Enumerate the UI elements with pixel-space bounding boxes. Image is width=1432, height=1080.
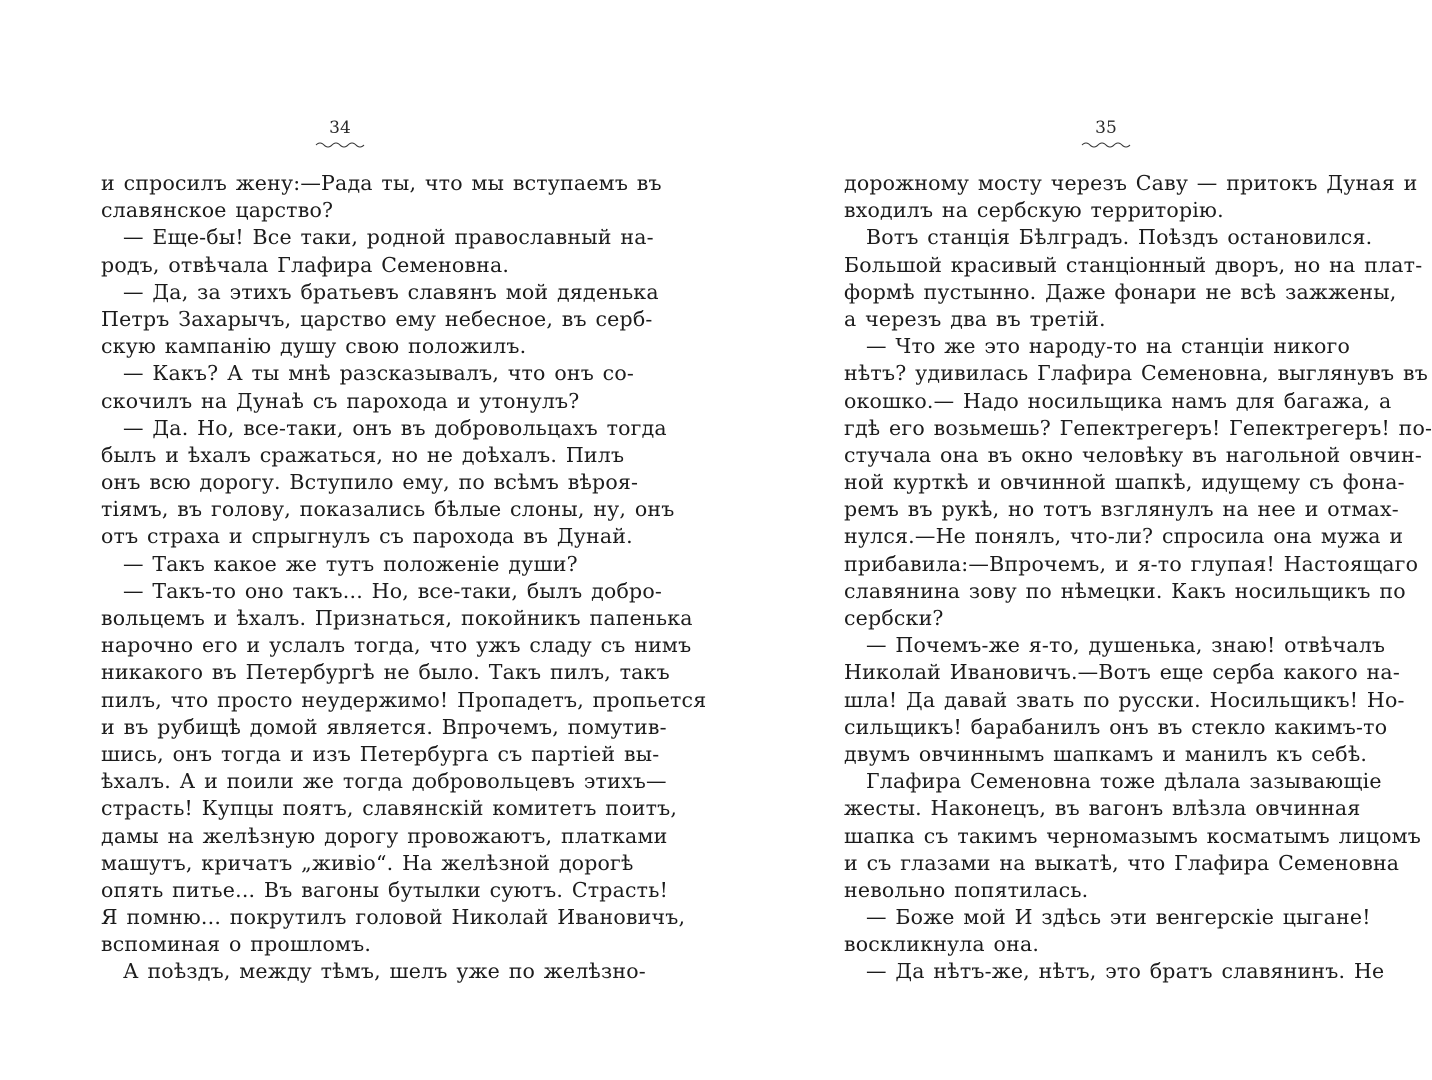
text-line: невольно попятилась. (844, 877, 1089, 902)
text-line: — Еще-бы! Все таки, родной православный на- (123, 225, 654, 250)
text-line: воскликнула она. (844, 932, 1040, 957)
right-page (714, 0, 1432, 1080)
text-line: страсть! Купцы поятъ, славянскій комитетъ поитъ, (101, 796, 678, 821)
text-line: Большой красивый станціонный дворъ, но на плат- (844, 252, 1423, 277)
text-line: ной курткѣ и овчинной шапкѣ, идущему съ фона- (844, 470, 1405, 495)
text-line: опять питье... Въ вагоны бутылки суютъ. Страсть! (101, 877, 669, 902)
text-line: шись, онъ тогда и изъ Петербурга съ партіей вы- (101, 741, 660, 766)
text-line: — Почемъ-же я-то, душенька, знаю! отвѣчалъ (866, 633, 1386, 658)
text-line: — Боже мой И здѣсь эти венгерскіе цыгане! (866, 905, 1371, 930)
page-number-right (1066, 118, 1146, 148)
text-line: нѣтъ? удивилась Глафира Семеновна, выглянувъ въ (844, 361, 1428, 386)
text-line: сильщикъ! барабанилъ онъ въ стекло какимъ-то (844, 714, 1388, 739)
text-line: окошко.— Надо носильщика намъ для багажа, а (844, 388, 1392, 413)
text-line: Вотъ станція Бѣлградъ. Поѣздъ остановился. (866, 225, 1373, 250)
text-line: стучала она въ окно человѣку въ нагольной овчин- (844, 442, 1423, 467)
text-line: — Такъ-то оно такъ... Но, все-таки, былъ добро- (123, 578, 662, 603)
text-line: ѣхалъ. А и поили же тогда добровольцевъ этихъ— (101, 769, 667, 794)
text-line: нулся.—Не понялъ, что-ли? спросила она мужа и (844, 524, 1404, 549)
text-line: былъ и ѣхалъ сражаться, но не доѣхалъ. Пилъ (101, 442, 625, 467)
page-number-left-text: 34 (329, 118, 351, 138)
text-line: машутъ, кричатъ „живіо“. На желѣзной дорогѣ (101, 850, 634, 875)
text-line: А поѣздъ, между тѣмъ, шелъ уже по желѣзно- (123, 959, 646, 984)
text-line: — Да, за этихъ братьевъ славянъ мой дяденька (123, 279, 659, 304)
left-page-body (101, 170, 707, 986)
text-line: никакого въ Петербургѣ не было. Такъ пилъ, такъ (101, 660, 670, 685)
text-line: тіямъ, въ голову, показались бѣлые слоны, ну, онъ (101, 497, 675, 522)
text-line: двумъ овчиннымъ шапкамъ и манилъ къ себѣ. (844, 741, 1368, 766)
text-line: Я помню... покрутилъ головой Николай Ивановичъ, (101, 905, 686, 930)
text-line: — Такъ какое же тутъ положеніе души? (123, 551, 578, 576)
text-line: ремъ въ рукѣ, но тотъ взглянулъ на нее и отмах- (844, 497, 1399, 522)
left-page (0, 0, 714, 1080)
text-line: — Да. Но, все-таки, онъ въ добровольцахъ тогда (123, 415, 667, 440)
text-line: и съ глазами на выкатѣ, что Глафира Семеновна (844, 850, 1400, 875)
text-line: славянское царство? (101, 198, 334, 223)
text-line: нарочно его и услалъ тогда, что ужъ сладу съ нимъ (101, 633, 692, 658)
text-line: формѣ пустынно. Даже фонари не всѣ зажжены, (844, 279, 1397, 304)
text-line: скую кампанію душу свою положилъ. (101, 334, 527, 359)
page-number-right-text: 35 (1095, 118, 1117, 138)
text-line: отъ страха и спрыгнулъ съ парохода въ Дунай. (101, 524, 633, 549)
text-line: шапка съ такимъ черномазымъ косматымъ лицомъ (844, 823, 1422, 848)
text-line: Глафира Семеновна тоже дѣлала зазывающіе (866, 769, 1382, 794)
flourish-ornament-icon (314, 140, 366, 148)
text-line: жесты. Наконецъ, въ вагонъ влѣзла овчинная (844, 796, 1361, 821)
text-line: гдѣ его возьмешь? Гепектрегеръ! Гепектрегеръ! по- (844, 415, 1432, 440)
right-page-body (844, 170, 1432, 986)
text-line: входилъ на сербскую территорію. (844, 198, 1224, 223)
flourish-ornament-icon (1080, 140, 1132, 148)
text-line: онъ всю дорогу. Вступило ему, по всѣмъ вѣроя- (101, 470, 639, 495)
text-line: — Какъ? А ты мнѣ разсказывалъ, что онъ со- (123, 361, 635, 386)
text-line: и спросилъ жену:—Рада ты, что мы вступаемъ въ (101, 171, 662, 195)
text-line: — Что же это народу-то на станціи никого (866, 334, 1351, 359)
text-line: вольцемъ и ѣхалъ. Признаться, покойникъ папенька (101, 606, 693, 630)
text-line: сербски? (844, 606, 944, 630)
text-line: дамы на желѣзную дорогу провожаютъ, платками (101, 823, 668, 848)
text-line: — Да нѣтъ-же, нѣтъ, это братъ славянинъ. Не (866, 959, 1385, 984)
text-line: скочилъ на Дунаѣ съ парохода и утонулъ? (101, 388, 580, 413)
text-line: пилъ, что просто неудержимо! Пропадетъ, пропьется (101, 687, 707, 712)
page-number-left (300, 118, 380, 148)
text-line: шла! Да давай звать по русски. Носильщикъ! Но- (844, 687, 1405, 712)
text-line: вспоминая о прошломъ. (101, 932, 372, 957)
text-line: Петръ Захарычъ, царство ему небесное, въ серб- (101, 306, 653, 331)
text-line: Николай Ивановичъ.—Вотъ еще серба какого на- (844, 660, 1400, 685)
text-line: дорожному мосту черезъ Саву — притокъ Дуная и (844, 171, 1418, 195)
text-line: а черезъ два въ третій. (844, 306, 1106, 331)
text-line: родъ, отвѣчала Глафира Семеновна. (101, 252, 510, 277)
text-line: и въ рубищѣ домой является. Впрочемъ, помутив- (101, 714, 667, 739)
text-line: славянина зову по нѣмецки. Какъ носильщикъ по (844, 578, 1406, 603)
text-line: прибавила:—Впрочемъ, и я-то глупая! Настоящаго (844, 551, 1419, 576)
